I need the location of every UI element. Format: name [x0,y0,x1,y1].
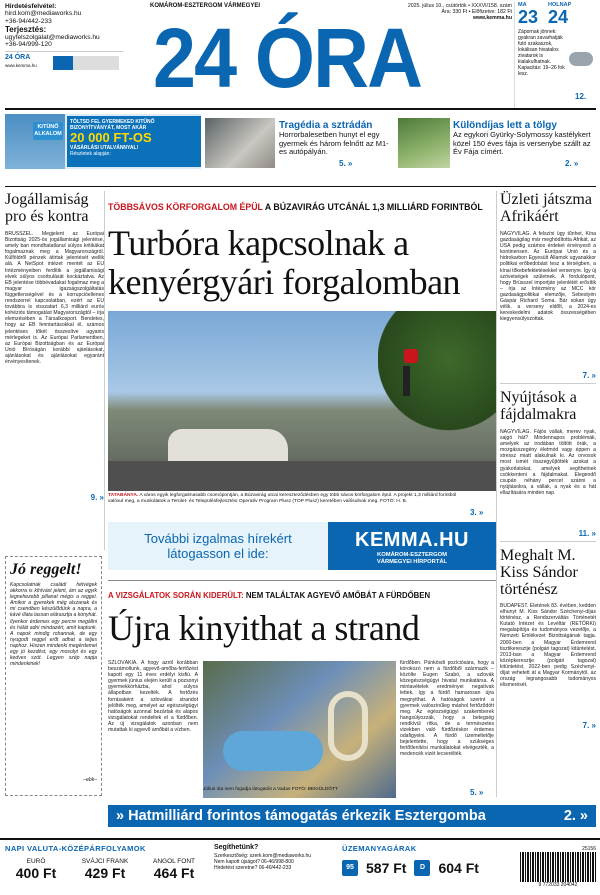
kemma-ad[interactable] [108,522,496,570]
barcode-number: 9 772033 204042 [538,882,578,888]
barcode [520,846,596,892]
fx-label: SVÁJCI FRANK [81,858,129,865]
weather-page-ref[interactable]: 12. [575,92,587,101]
help-box [214,844,334,871]
news1-title[interactable]: Tragédia a sztrádán [279,120,373,131]
weather-box [514,2,598,108]
second-col3: fürdőben. Pünkösdi pozíciósára, hogy a kórokozó nem a fürdőből származik – közölte Eugen Szabó, a szlovák közegészségügyi hivatal munkatársa. A mintavételek eredményei negatívak lettek, így a fürdő hamarosan újra megnyithat. A hatóságok szerint a gyermek valószínűleg máshol fertőződött meg. Az egészségügyi szakemberek hangsúlyozzák, hogy a betegség rendkívül ritka, de a természetes vizekben való fürdőzéskor érdemes odafigyelni. A fürdő üzemeltetője bejelentette, hogy a szükséges fertőtlenítési munkálatokat elvégezték, a medencék vizét lecserélték. [400,660,494,758]
mini-site: www.kemma.hu [5,62,37,68]
left-story-body: BRÜSSZEL. Megjelent az Európai Bizottság 2025-ös jogállamisági jelentése, amely ban mondhatatlanul súlyos kritikákat fogalmaznak meg a Magyarországról. Külföldről pénzek átirtak jelentését wellik alá. A NetSpot intézet mentét az EU Intézményeiben ferdítik a jogállamisági elvek súlyos csorbulását kockáztatva. Az EB jelentése többévadakat fogalmaz meg a magyar igazságszolgáltatás függetlenségével és a korrupcióellenes rendszerrel kapcsolatban, ezért az EU továbbra is visszatart 6,3 milliárd eurós kohéziós támogatást Magyarországtól – írja elemzésében a Társalkosport. Bendetes, hogy az EB fenntartásokkal él, számos jelentéses tőkét összesítve ugyanis mérlegeket is. Az Európai Parlamentben, az Európai Bizottságban és az Európai Unió Bíróságán korábbi ajánlásokat, ajánlásokat és ajánlásokat egyaránt érvényesítenek. [5,231,104,365]
second-kicker [108,591,496,600]
fuel-pump-icon: D [414,860,430,876]
website[interactable]: www.kemma.hu [472,15,512,21]
photo-pool [223,731,323,771]
dist-title: Terjesztés: [5,25,47,35]
issue-line1: 2025. július 10., csütörtök • XXXVI/158. szám [407,3,512,9]
bottom-banner-page[interactable]: 2. » [563,808,588,824]
fx-list [5,858,205,881]
promo-amount: 20 000 FT-OS [70,130,152,145]
footer [0,838,600,895]
second-page[interactable]: 5. » [470,788,484,797]
fx-label: EURÓ [26,858,46,865]
right-column [500,191,596,730]
lead-bottom-rule [108,580,496,581]
kemma-brand: KEMMA.HU [355,529,469,551]
kemma-ad-right [328,522,496,570]
fx-value: 464 Ft [153,865,195,881]
lead-headline[interactable] [108,224,500,302]
mini-logo-box [5,51,123,73]
help-title: Segíthetünk? [214,844,259,851]
photo-tree [378,311,496,431]
ads-email[interactable]: hird.kom@mediaworks.hu [5,10,82,18]
fuel-price: 604 Ft [438,860,479,876]
right-story1-page[interactable]: 7. » [582,371,596,380]
morning-body: Kapcsolatnak családi hétvégek akkorra is kihívást jelent, ám az egyik legnehezebb pillanat mégis a reggel. Amikor a gyerekek még alszanak és mi csendben készülődünk a napra, a kávé illata lassan elárasztja a konyhát. Ilyenkor érdemes egy percre megállni és hálát adni mindazért, amit kaptunk. A napok mindig rohannak, de egy nyugodt reggel erőt adhat a teljes naphoz. Hiszen mindenki megérdemel egy jó kezdést, egy mosolyt és egy kedves szót. Legyen szép napja mindenkinek! [10,582,97,668]
help-line: Nem kapott újságot? 06-46/998-800 [214,859,294,865]
fx-title: NAPI VALUTA-KÖZÉPÁRFOLYAMOK [5,844,146,853]
weather-day-tomorrow: HOLNAP [548,2,572,8]
lead-headline-line2: kenyérgyári forgalomban [108,262,461,302]
news2-body: Az egykori Gyürky-Solymossy kastélykert közel 150 éves fája is versenybe szállt az Év Fája címért. [453,130,591,157]
kemma-sub2: VÁRMEGYEI HÍRPORTÁL [376,558,448,565]
promo-kitunoalkalom[interactable] [5,114,201,169]
photo-slide [328,691,368,761]
second-col1-text: SZLOVÁKIA. A hogy azról korábban beszámoltunk, agyevő-amőba-fertőzést kapott egy 11 éves erdélyi kisfiú. A gyermek június elején került a pozsonyi gyermekkórházba, ahol súlyos állapotban kezelték. A fertőzés forrásaként a szlovákiai strandot jelölték meg, amelyet az egészségügyi hatóságok azonnal bezártak és alapos vizsgálatokat rendeltek el a fürdőben. Az új vizsgálatok azonban nem mutattak ki agyevő amőbát a vízben. [108,660,198,734]
second-kicker-rest: NEM TALÁLTAK AGYEVŐ AMŐBÁT A FÜRDŐBEN [245,591,431,600]
fuel-title: ÜZEMANYAGÁRAK [342,844,417,853]
right-story2-body: NAGYVILÁG. Fájós vállak, merev nyak, sajgó hát? Mindennapos problémák, amelyek az irodában töltött órák, a mozgásszegény életmód vagy éppen a stressz miatt alakulnak ki. Az orvosok most ismét összegyűjtötték azokat a gyakorlatokat, amelyek segíthetnek csökkenteni a fájdalmakat. Elegendő csupán néhány percet szánni a nyújtásokra, a vállak, a nyak és a hát ellazítására minden nap. [500,429,596,496]
fx-value: 400 Ft [15,865,57,881]
ads-phone: +36-94/442-233 [5,17,52,25]
strand-caption: Július óta nem fogadja látogatóit a Vadas FOTÓ: BEKIÜLDÖTT [203,787,338,792]
kemma-ad-text1: További izgalmas hírekért [144,531,292,546]
lead-kicker-rest: A BÚZAVIRÁG UTCÁNÁL 1,3 MILLIÁRD FORINTBÓL [264,202,483,212]
right-column-divider [496,191,497,797]
lead-caption-text: A város egyik legforgalmasabb csomópontján, a Búzavirág utcai kereszteződésben egy több sávos körforgalom épül. A projekt 1,3 milliárd forintból valósul meg, a munkálatok a Terület- és Településfejlesztési Operatív Program Plusz (TOP Plusz) keretében valósulnak meg. FOTÓ: H. B. [108,493,457,504]
second-kicker-red: A VIZSGÁLATOK SORÁN KIDERÜLT: [108,591,244,600]
promo-text [67,116,201,167]
news1-photo [205,118,275,168]
left-story-page[interactable]: 9. » [90,493,104,502]
right-story2-page[interactable]: 11. » [578,529,596,538]
fx-item [74,858,136,881]
weather-day-today: MA [518,2,527,8]
promo-rule [5,186,596,187]
right-story1-title[interactable]: Üzleti játszma Afrikáért [500,191,592,225]
mini-newspaper-icon [53,56,119,70]
bottom-banner[interactable] [108,805,596,827]
photo-road [108,461,496,491]
right-story1-body: NAGYVILÁG. A felszíni ügy tűnhet, Kína gazdaságilag már meghódította Afrikát, az USA pedig számos érdeket érvényesít a kontinensen. Az Európai Unió és a hidrokarbon Egyesült Államok ugyanakkor politikai erőbedobást tesz a térségben, a kínai tőkebefektetésekkel versenyre. Így új szövetségek születnek. A fordulópont, hogy Brüsszel importján jelenlétét erősítik – írja az Intézmény az MCC kör gazdaságpolitikai elemzője, Sebestyén Gáspár Richard Soma. Bár sokan úgy vélik, a verseny eldőlt, a 2024-es kereskedelmi adatok összességében kiegyensúlyozottak. [500,231,596,323]
left-column [5,191,104,502]
morning-sign: –ebk– [83,777,97,783]
help-line: Szerkesztőség: szerk.kom@mediaworks.hu [214,853,312,859]
lead-kicker [108,202,496,212]
help-line: Hirdetést szeretne? 06-40/442-233 [214,865,292,871]
second-col1 [108,660,198,800]
weather-date-today: 23 [518,7,539,27]
lead-kicker-red: TÖBBSÁVOS KÖRFORGALOM ÉPÜL [108,202,263,212]
kemma-ad-left [108,522,328,570]
news1-page[interactable]: 5. » [339,159,353,168]
promo-line3: Részletek alapján: [70,151,111,157]
masthead-rule [5,108,596,110]
barcode-bars [520,852,596,882]
left-column-divider [104,191,105,550]
lead-headline-line1: Turbóra kapcsolnak a [108,223,409,263]
fx-item [143,858,205,881]
lead-caption [108,493,463,505]
right-story3-page[interactable]: 7. » [582,721,596,730]
morning-box [5,556,102,796]
strand-photo [203,661,396,798]
news2-page[interactable]: 2. » [565,159,579,168]
lead-photo [108,311,496,491]
county-label: KOMÁROM-ESZTERGOM VÁRMEGYEI [150,3,261,9]
news2-title[interactable]: Különdíjas lett a tölgy [453,120,557,131]
lead-caption-place: TATABÁNYA. [108,493,139,498]
left-story-title[interactable]: Jogállamiság pro és kontra [5,191,89,225]
promo-line1: TÖLTSD FEL GYERMEKED KITŰNŐ BIZONYÍTVÁNYÁT, MOST AKÁR [70,119,155,131]
right-story2-title[interactable]: Nyújtások a fájdalmakra [500,389,577,423]
newspaper-logo: 24 ÓRA [153,11,422,105]
fx-label: ANGOL FONT [152,858,195,865]
lead-page[interactable]: 3. » [470,508,484,517]
news1-body: Horrorbalesetben hunyt el egy gyermek és három felnőtt az M1-es autópályán. [279,130,389,157]
second-headline[interactable]: Újra kinyithat a strand [108,608,420,648]
mini-logo: 24 ÓRA [5,54,31,62]
weather-date-tomorrow: 24 [548,7,569,27]
news1[interactable] [279,120,394,168]
fuel-list [342,860,479,876]
kemma-sub1: KOMÁROM-ESZTERGOM [377,552,447,558]
dist-email[interactable]: ugyfelszolgalat@mediaworks.hu [5,33,100,41]
right-story3-body: BUDAPEST. Életének 83. évében, kedden elhunyt M. Kiss Sándor Széchenyi-díjas történész, a Rendszerváltás Történetét Kutató Intézet és Levéltár (RETÖRKI) megalapítója és tudományos vezetője, a Nemzeti Emlékezet Bizottságának tagja. 2000-ben a Magyar Érdemrend tisztikeresztje (polgári tagozat) kitüntetést, 2013-ban a Magyar Érdemrend középkeresztje (polgári tagozat) kitüntetést, 2022-ben pedig Széchenyi-díjat vehetett át a Magyar Kormánytól, az ország legrangosabb tudományos elismerését. [500,603,596,689]
news2[interactable] [453,120,596,168]
morning-title: Jó reggelt! [10,561,82,578]
right-story3-title[interactable]: Meghalt M. Kiss Sándor történész [500,547,578,598]
promo-badge: KITÜNŐ ALKALOM [33,122,63,140]
bottom-banner-text: » Hatmilliárd forintos támogatás érkezik Esztergomba [116,808,486,824]
dist-phone: +36-94/999-120 [5,41,52,49]
news2-photo [398,118,450,168]
issue-line2: Ára: 330 Ft • Előfizetve: 182 Ft [441,9,512,15]
fuel-pump-icon: 95 [342,860,358,876]
photo-traffic-light [403,366,410,396]
kemma-ad-text2: látogasson el ide: [167,546,269,561]
weather-cloud-icon [569,52,593,66]
ads-title: Hirdetésfelvétel: [5,3,57,10]
promo-line2: VÁSÁRLÁSI UTALVÁNNYAL! [70,145,139,151]
photo-stop-sign [404,349,418,363]
fuel-price: 587 Ft [366,860,407,876]
fx-item [5,858,67,881]
masthead-contacts [5,3,123,73]
fx-value: 429 Ft [84,865,126,881]
barcode-top-number: 25156 [582,846,596,852]
weather-text: Zápornak jönnek: gyakran zavarhatják futó szakaszok, lokálisan hivatalos zivatarok is kialakulhatnak. Kapacitás: 19–26 fok lesz. [518,29,565,77]
